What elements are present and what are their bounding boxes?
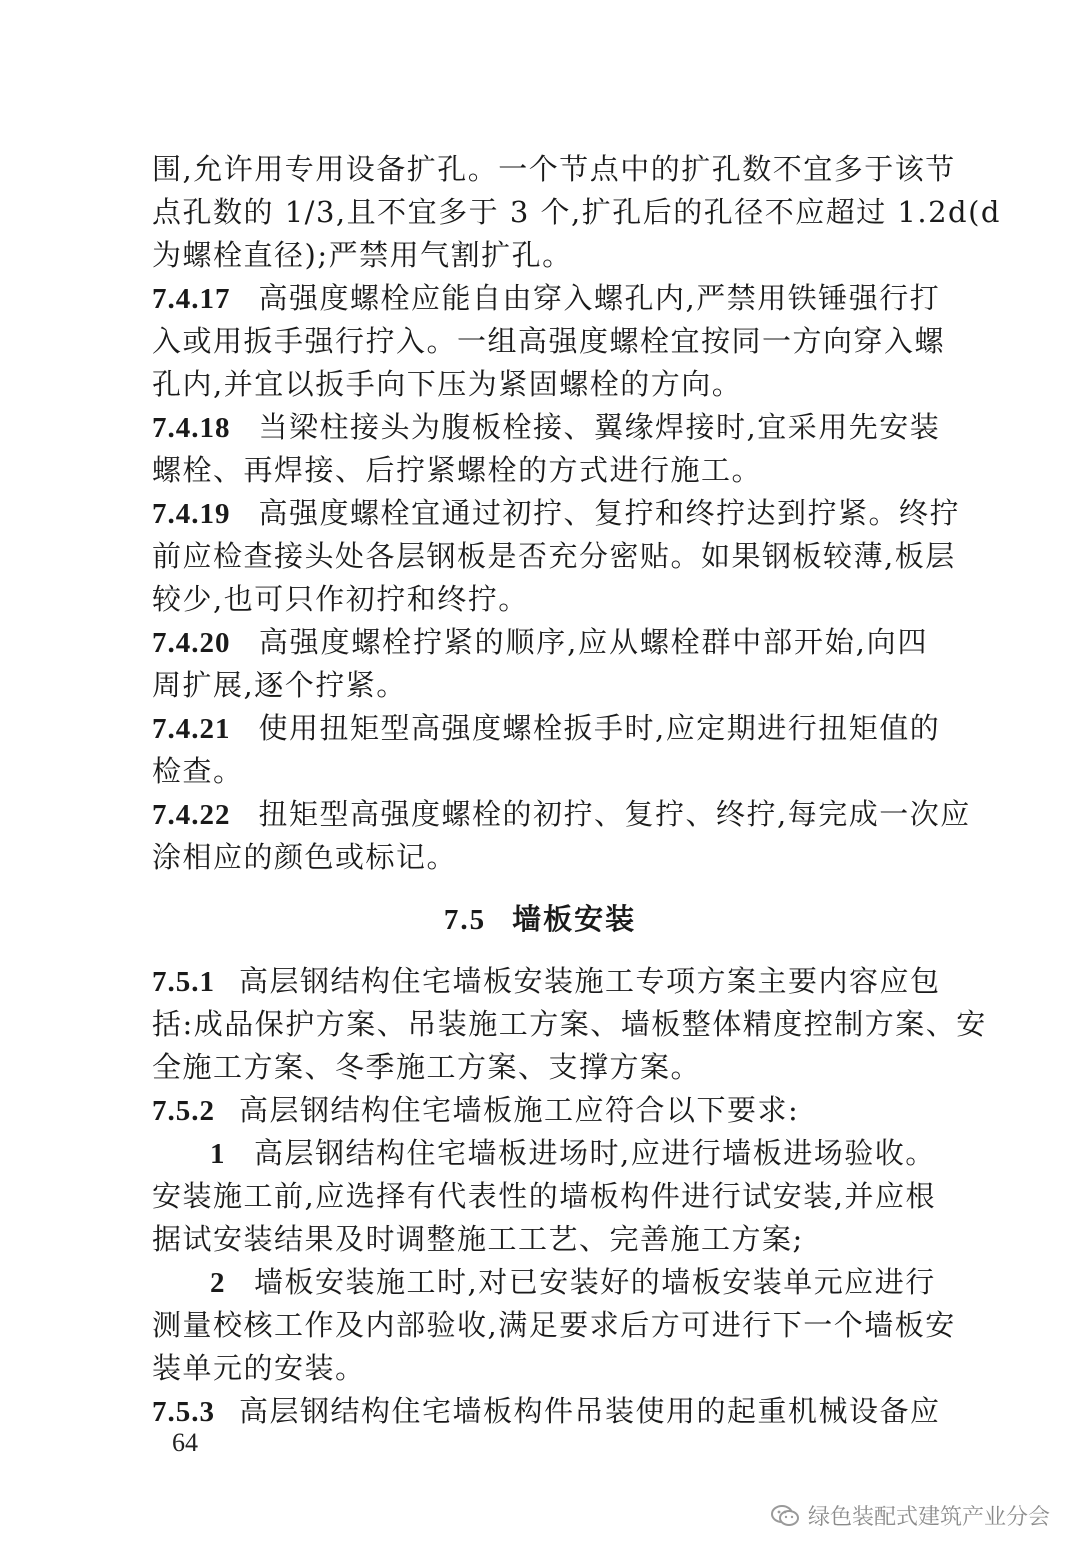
text-line: 孔内,并宜以扳手向下压为紧固螺栓的方向。 xyxy=(152,367,743,401)
text-line: 装单元的安装。 xyxy=(152,1351,366,1385)
clause-7-4-22 xyxy=(152,793,971,836)
clause-7-4-18 xyxy=(152,406,941,449)
text-line: 周扩展,逐个拧紧。 xyxy=(152,668,407,702)
text-line: 安装施工前,应选择有代表性的墙板构件进行试安装,并应根 xyxy=(152,1179,936,1213)
page-number: 64 xyxy=(172,1428,198,1457)
text-line: 据试安装结果及时调整施工工艺、完善施工方案; xyxy=(152,1222,804,1256)
clause-number: 7.4.21 xyxy=(152,713,231,745)
clause-text: 高强度螺栓应能自由穿入螺孔内,严禁用铁锤强行打 xyxy=(258,281,941,315)
clause-text: 使用扭矩型高强度螺栓扳手时,应定期进行扭矩值的 xyxy=(258,711,941,745)
clause-number: 7.5.3 xyxy=(152,1396,215,1428)
section-number: 7.5 xyxy=(443,904,487,936)
clause-7-5-1 xyxy=(152,960,941,1003)
clause-text: 扭矩型高强度螺栓的初拧、复拧、终拧,每完成一次应 xyxy=(258,797,971,831)
item-text: 高层钢结构住宅墙板进场时,应进行墙板进场验收。 xyxy=(254,1136,936,1170)
clause-7-4-20 xyxy=(152,621,928,664)
text-line: 测量校核工作及内部验收,满足要求后方可进行下一个墙板安 xyxy=(152,1308,956,1342)
clause-text: 高层钢结构住宅墙板施工应符合以下要求: xyxy=(239,1093,800,1127)
clause-7-4-21 xyxy=(152,707,941,750)
clause-number: 7.4.19 xyxy=(152,498,231,530)
text-line: 前应检查接头处各层钢板是否充分密贴。如果钢板较薄,板层 xyxy=(152,539,956,573)
clause-number: 7.4.20 xyxy=(152,627,231,659)
clause-number: 7.5.1 xyxy=(152,966,215,998)
list-item-2 xyxy=(152,1261,936,1304)
text-line: 涂相应的颜色或标记。 xyxy=(152,840,458,874)
clause-number: 7.4.22 xyxy=(152,799,231,831)
clause-7-4-19 xyxy=(152,492,961,535)
clause-text: 当梁柱接头为腹板栓接、翼缘焊接时,宜采用先安装 xyxy=(258,410,941,444)
document-page xyxy=(152,148,1001,1433)
text-line: 全施工方案、冬季施工方案、支撑方案。 xyxy=(152,1050,702,1084)
item-number: 2 xyxy=(210,1267,226,1299)
text-line: 检查。 xyxy=(152,754,244,788)
clause-text: 高层钢结构住宅墙板安装施工专项方案主要内容应包 xyxy=(239,964,941,998)
section-title: 墙板安装 xyxy=(512,902,637,936)
clause-text: 高强度螺栓宜通过初拧、复拧和终拧达到拧紧。终拧 xyxy=(258,496,961,530)
text-line: 围,允许用专用设备扩孔。一个节点中的扩孔数不宜多于该节 xyxy=(152,152,956,186)
text-line: 为螺栓直径);严禁用气割扩孔。 xyxy=(152,238,573,272)
clause-number: 7.4.18 xyxy=(152,412,231,444)
clause-text: 高强度螺栓拧紧的顺序,应从螺栓群中部开始,向四 xyxy=(258,625,928,659)
clause-7-4-17 xyxy=(152,277,941,320)
item-number: 1 xyxy=(210,1138,226,1170)
list-item-1 xyxy=(152,1132,936,1175)
section-heading xyxy=(152,898,928,941)
item-text: 墙板安装施工时,对已安装好的墙板安装单元应进行 xyxy=(254,1265,936,1299)
text-line: 点孔数的 1/3,且不宜多于 3 个,扩孔后的孔径不应超过 1.2d(d xyxy=(152,195,1001,229)
clause-7-5-2 xyxy=(152,1089,928,1132)
watermark xyxy=(770,1500,1050,1531)
wechat-icon xyxy=(770,1503,800,1529)
watermark-text: 绿色装配式建筑产业分会 xyxy=(807,1505,1050,1530)
text-line: 括:成品保护方案、吊装施工方案、墙板整体精度控制方案、安 xyxy=(152,1007,987,1041)
text-line: 螺栓、再焊接、后拧紧螺栓的方式进行施工。 xyxy=(152,453,763,487)
text-line: 入或用扳手强行拧入。一组高强度螺栓宜按同一方向穿入螺 xyxy=(152,324,946,358)
clause-text: 高层钢结构住宅墙板构件吊装使用的起重机械设备应 xyxy=(239,1394,941,1428)
clause-number: 7.4.17 xyxy=(152,283,231,315)
clause-number: 7.5.2 xyxy=(152,1095,215,1127)
text-line: 较少,也可只作初拧和终拧。 xyxy=(152,582,529,616)
clause-7-5-3 xyxy=(152,1390,941,1433)
